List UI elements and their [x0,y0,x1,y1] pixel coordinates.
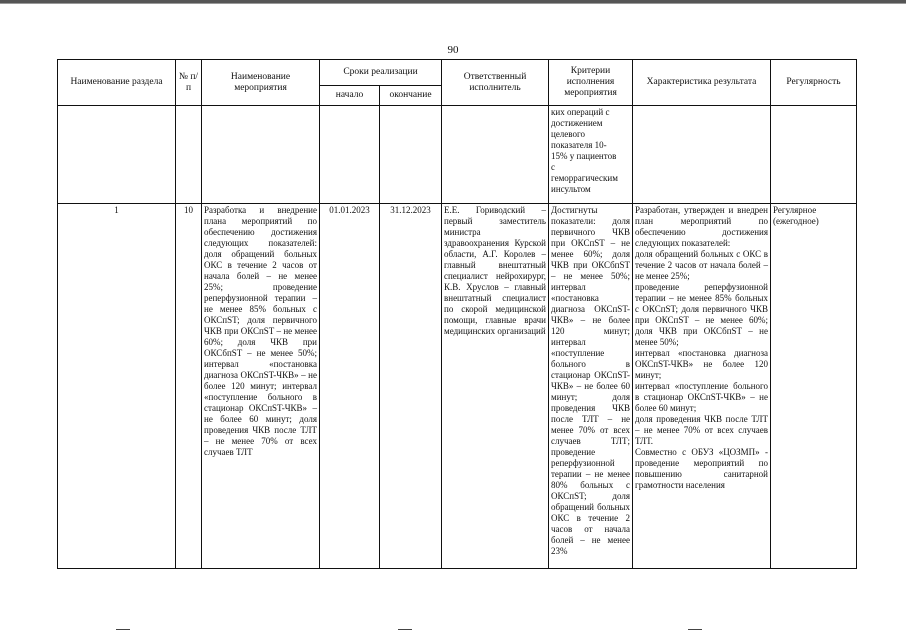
continuation-row [58,106,857,204]
table-row [58,204,857,569]
cont-regularity-cell [771,106,857,204]
page-number: 90 [447,44,459,56]
row-executor: Е.Е. Гориводский – первый заместитель министра здравоохранения Курской области, А.Г. Королев – главный внештатный специалист нейрохирург, К.В. Хруслов – главный внештатный специалист по скорой медицинской помощи, главные врачи медицинских организаций [442,204,549,569]
row-event: Разработка и внедрение плана мероприятий по обеспечению достижения следующих показателей: доля обращений больных ОКС в течение 2 часов от начала болей – не менее 25%; проведение реперфузионной терапии – не менее 85% больных с ОКСпST; доля первичного ЧКВ при ОКСпST – не менее 60%; доля ЧКВ при ОКСбпST – не менее 50%; интервал «постановка диагноза ОКСпST-ЧКВ» – не более 120 минут; интервал «поступление больного в стационар ОКСпST-ЧКВ» – не более 60 минут; доля проведения ЧКВ после ТЛТ – не менее 70% от всех случаев ТЛТ [202,204,320,569]
scan-edge-shadow [0,3,906,4]
cont-event-cell [202,106,320,204]
header-start: начало [320,86,380,106]
cont-num-cell [176,106,202,204]
row-criteria: Достигнуты показатели: доля первичного ЧКВ при ОКСпST – не менее 60%; доля ЧКВ при ОКСбпST – не менее 50%; интервал «постановка диагноза ОКСпST-ЧКВ» – не более 120 минут; интервал «поступление больного в стационар ОКСпST-ЧКВ» – не более 60 минут; доля проведения ЧКВ после ТЛТ – не менее 70% от всех случаев ТЛТ; проведение реперфузионной терапии – не менее 80% больных с ОКСпST; доля обращений больных ОКС в течение 2 часов от начала болей – не менее 23% [549,204,633,569]
header-end: окончание [380,86,442,106]
row-num: 10 [176,204,202,569]
header-section: Наименование раздела [58,60,176,106]
cont-executor-cell [442,106,549,204]
footer-mark-right [688,629,702,632]
row-section: 1 [58,204,176,569]
header-criteria: Критерии исполнения мероприятия [549,60,633,106]
row-regularity: Регулярное (ежегодное) [771,204,857,569]
cont-end-cell [380,106,442,204]
header-regularity: Регулярность [771,60,857,106]
header-terms: Сроки реализации [320,60,442,86]
header-result: Характеристика результата [633,60,771,106]
header-event: Наименование мероприятия [202,60,320,106]
row-end: 31.12.2023 [380,204,442,569]
row-result: Разработан, утвержден и внедрен план мероприятий по обеспечению достижения следующих показателей: доля обращений больных с ОКС в течение 2 часов от начала болей – не менее 25%; проведение реперфузионной терапии – не менее 85% больных с ОКСпST; доля первичного ЧКВ при ОКСпST – не менее 60%; доля ЧКВ при ОКСбпST – не менее 50%; интервал «постановка диагноза ОКСпST-ЧКВ» не более 120 минут; интервал «поступление больного в стационар ОКСпST-ЧКВ» – не более 60 минут; доля проведения ЧКВ после ТЛТ – не менее 70% от всех случаев ТЛТ. Совместно с ОБУЗ «ЦОЗМП» - проведение мероприятий по повышению санитарной грамотности населения [633,204,771,569]
footer-mark-center [398,629,412,632]
cont-result-cell [633,106,771,204]
cont-start-cell [320,106,380,204]
header-row-1 [58,60,857,86]
cont-criteria-cell: ких операций с достижением целевого показателя 10- 15% у пациентов с геморрагическим инсультом [549,106,633,204]
row-start: 01.01.2023 [320,204,380,569]
cont-section-cell [58,106,176,204]
plan-table [57,59,857,569]
header-executor: Ответственный исполнитель [442,60,549,106]
header-num: № п/п [176,60,202,106]
footer-mark-left [116,629,130,632]
